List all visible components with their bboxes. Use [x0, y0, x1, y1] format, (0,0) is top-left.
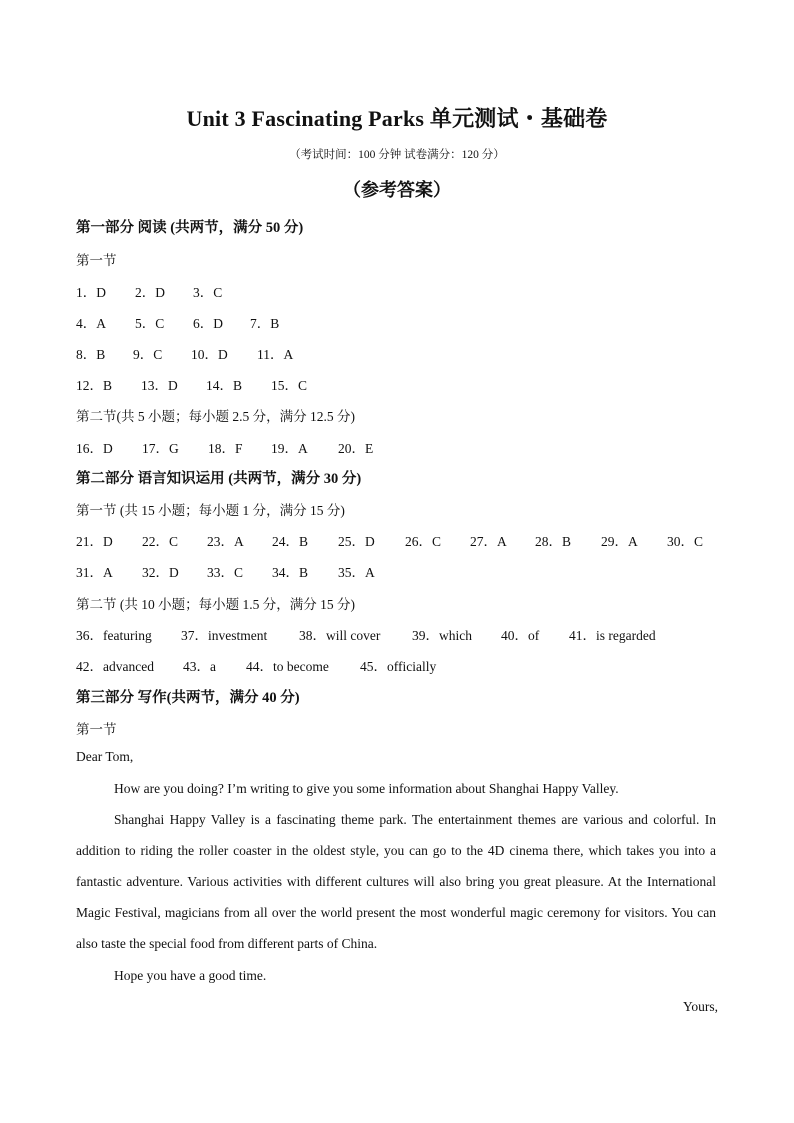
answer-item: 21．D: [76, 534, 113, 549]
part1-section1-label: 第一节: [76, 253, 117, 268]
part2-section1-label: 第一节 (共 15 小题；每小题 1 分，满分 15 分): [76, 503, 345, 518]
answer-item: 30．C: [667, 534, 704, 549]
letter-greeting: Dear Tom,: [76, 749, 134, 764]
part1-heading: 第一部分 阅读 (共两节，满分 50 分): [76, 220, 304, 236]
answer-item: 26．C: [405, 534, 442, 549]
answer-item: 37．investment: [181, 628, 268, 643]
letter-closing: Yours,: [682, 999, 718, 1014]
part1-section2-label: 第二节(共 5 小题；每小题 2.5 分，满分 12.5 分): [76, 409, 355, 424]
answer-item: 16．D: [76, 441, 113, 456]
answer-item: 5．C: [135, 316, 165, 331]
answer-item: 19．A: [271, 441, 308, 456]
letter-paragraph: Hope you have a good time.: [114, 968, 267, 983]
answer-item: 40．of: [501, 628, 540, 643]
answer-item: 17．G: [142, 441, 179, 456]
answer-item: 12．B: [76, 378, 113, 393]
answer-item: 3．C: [193, 285, 223, 300]
letter-paragraph: Shanghai Happy Valley is a fascinating theme park. The entertainment themes are various and colorful. In addition to riding the roller coaster in the oldest style, you can go to the 4D cinema there, which takes you into a fantastic adventure. Various activities with different cultures will also bring you great pleasure. At the International Magic Festival, magicians from all over the world present the most wonderful magic ceremony for visitors. You can also taste the special food from different parts of China.: [76, 812, 716, 951]
answer-item: 14．B: [206, 378, 243, 393]
letter-paragraph: How are you doing? I’m writing to give you some information about Shanghai Happy Valley.: [114, 781, 619, 796]
answer-item: 42．advanced: [76, 659, 154, 674]
answer-item: 34．B: [272, 565, 309, 580]
answer-item: 1．D: [76, 285, 106, 300]
answer-item: 20．E: [338, 441, 374, 456]
answer-item: 13．D: [141, 378, 178, 393]
answer-item: 4．A: [76, 316, 106, 331]
answer-item: 6．D: [193, 316, 223, 331]
page-title: Unit 3 Fascinating Parks 单元测试・基础卷: [186, 106, 608, 131]
answer-item: 44．to become: [246, 659, 329, 674]
part3-section1-label: 第一节: [76, 722, 117, 737]
answer-item: 9．C: [133, 347, 163, 362]
answer-item: 35．A: [338, 565, 375, 580]
answer-item: 18．F: [208, 441, 243, 456]
answer-item: 41．is regarded: [569, 628, 656, 643]
answer-item: 29．A: [601, 534, 638, 549]
answer-item: 22．C: [142, 534, 179, 549]
answer-item: 33．C: [207, 565, 244, 580]
answer-item: 43．a: [183, 659, 216, 674]
answer-item: 39．which: [412, 628, 472, 643]
part2-heading: 第二部分 语言知识运用 (共两节，满分 30 分): [76, 471, 362, 487]
answer-item: 7．B: [250, 316, 280, 331]
answer-item: 32．D: [142, 565, 179, 580]
answer-item: 31．A: [76, 565, 113, 580]
answer-item: 11．A: [257, 347, 294, 362]
answer-item: 25．D: [338, 534, 375, 549]
answer-item: 27．A: [470, 534, 507, 549]
answer-key-heading: （参考答案）: [343, 180, 451, 200]
part3-heading: 第三部分 写作(共两节，满分 40 分): [76, 690, 300, 706]
answer-item: 15．C: [271, 378, 308, 393]
answer-item: 24．B: [272, 534, 309, 549]
answer-item: 45．officially: [360, 659, 437, 674]
answer-item: 2．D: [135, 285, 165, 300]
answer-item: 23．A: [207, 534, 244, 549]
part2-section2-label: 第二节 (共 10 小题；每小题 1.5 分，满分 15 分): [76, 597, 355, 612]
answer-item: 10．D: [191, 347, 228, 362]
answer-item: 38．will cover: [299, 628, 381, 643]
answer-item: 8．B: [76, 347, 106, 362]
answer-item: 36．featuring: [76, 628, 152, 643]
exam-info: （考试时间：100 分钟 试卷满分：120 分）: [289, 149, 505, 161]
answer-item: 28．B: [535, 534, 572, 549]
